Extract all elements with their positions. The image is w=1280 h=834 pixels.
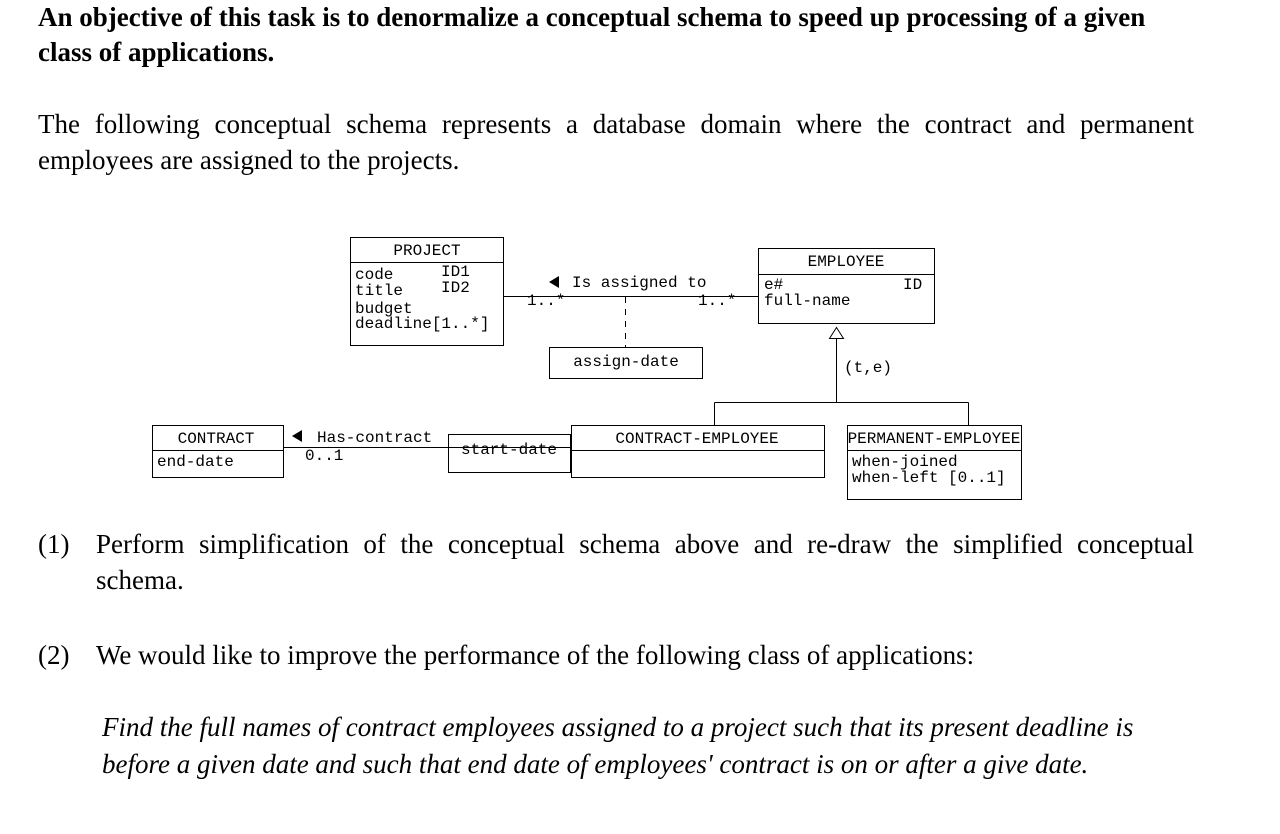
employee-id: ID (903, 276, 923, 294)
contract-class-name: CONTRACT (177, 430, 255, 448)
start-date-attr: start-date (460, 441, 558, 459)
task-heading: An objective of this task is to denormalize a conceptual schema to speed up processing of a given class of applications. (38, 2, 1146, 67)
question-2-number: (2) (38, 640, 70, 670)
permanent-employee-attr-left: when-left [0..1] (852, 469, 1006, 487)
project-id2: ID2 (441, 279, 470, 297)
assigned-mult-employee: 1..* (698, 292, 737, 310)
query-description: Find the full names of contract employees assigned to a project such that its present deadline is before a given date and such that end date of employees' contract is on or after a give date. (102, 712, 1134, 779)
intro-paragraph: The following conceptual schema represents a database domain where the contract and permanent employees are assigned to the projects. (38, 109, 1194, 175)
project-attr-budget: budget (355, 300, 413, 318)
has-contract-mult: 0..1 (305, 447, 344, 465)
contract-attr-enddate: end-date (157, 453, 234, 471)
question-2-text: We would like to improve the performance of the following class of applications: (96, 640, 975, 670)
assign-date-attr: assign-date (573, 353, 679, 371)
employee-attr-fullname: full-name (764, 292, 851, 310)
permanent-employee-class-name: PERMANENT-EMPLOYEE (847, 430, 1021, 448)
generalization-constraint: (t,e) (844, 359, 893, 377)
project-attr-title: title (355, 282, 404, 300)
project-class-name: PROJECT (393, 242, 461, 260)
employee-class-name: EMPLOYEE (807, 253, 885, 271)
employee-attr-enum: e# (764, 276, 784, 294)
assigned-association-label: Is assigned to (572, 274, 707, 292)
permanent-employee-attr-joined: when-joined (852, 453, 958, 471)
assigned-mult-project: 1..* (527, 292, 566, 310)
question-1-number: (1) (38, 529, 70, 559)
has-contract-direction-arrow-icon (292, 430, 302, 442)
question-1-text: Perform simplification of the conceptual schema above and re-draw the simplified conceptual schema. (96, 529, 1194, 595)
assigned-direction-arrow-icon (549, 276, 559, 288)
has-contract-label: Has-contract (317, 429, 433, 447)
project-attr-deadline: deadline[1..*] (355, 315, 490, 333)
project-attr-code: code (355, 266, 394, 284)
contract-employee-class-name: CONTRACT-EMPLOYEE (615, 430, 779, 448)
project-id1: ID1 (441, 263, 470, 281)
generalization-triangle-icon (830, 328, 844, 339)
